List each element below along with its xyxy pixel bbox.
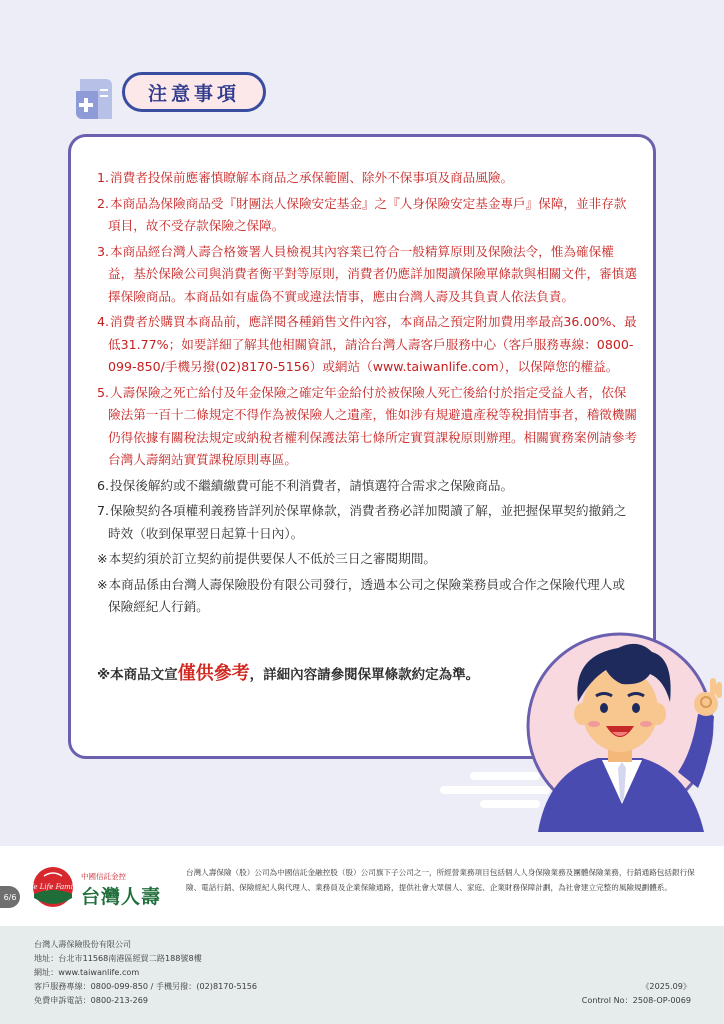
notice-item-3 xyxy=(97,241,637,309)
contact-footer xyxy=(0,926,724,1024)
final-notice-suffix: ，詳細內容請參閱保單條款約定為準。 xyxy=(249,667,480,683)
document-meta xyxy=(582,979,691,1007)
logo-emblem-text: We Life Family xyxy=(26,883,80,891)
notice-number: 5. xyxy=(97,384,110,400)
notice-text: 投保後解約或不繼續繳費可能不利消費者，請慎選符合需求之保險商品。 xyxy=(110,477,514,493)
notice-item-8 xyxy=(97,548,637,571)
notice-text: 本商品係由台灣人壽保險股份有限公司發行，透過本公司之保險業務員或合作之保險代理人或保險經紀人行銷。 xyxy=(108,576,625,614)
page-title: 注意事項 xyxy=(147,82,240,105)
document-date: 《2025.09》 xyxy=(641,981,691,991)
notice-number: 1. xyxy=(97,170,110,185)
control-number: Control No：2508-OP-0069 xyxy=(581,995,691,1005)
notice-item-5 xyxy=(97,382,637,472)
contact-info xyxy=(34,937,257,1007)
notice-number: 2. xyxy=(97,195,110,211)
notice-number: 7. xyxy=(97,503,110,518)
logo-name: 台灣人壽 xyxy=(81,886,162,908)
notice-number: 6. xyxy=(97,477,110,493)
company-logo xyxy=(26,866,172,908)
notice-text: 保險契約各項權利義務皆詳列於保單條款，消費者務必詳加閱讀了解，並把握保單契約撤銷之時效（收到保單翌日起算十日內）。 xyxy=(108,503,627,541)
document-plus-icon xyxy=(72,75,120,123)
company-name: 台灣人壽保險股份有限公司 xyxy=(34,939,132,949)
final-notice-prefix: ※本商品文宣 xyxy=(97,667,178,683)
logo-emblem-icon xyxy=(26,866,80,908)
title-pill xyxy=(122,72,266,112)
logo-subtitle: 中國信託金控 xyxy=(81,872,126,881)
company-description: 台灣人壽保險（股）公司為中國信託金融控股（股）公司旗下子公司之一，所經營業務項目包括個人人身保險業務及團體保險業務，行銷通路包括銀行保險、電話行銷、保險經紀人與代理人、業務員及企業保險通路，提供社會大眾個人、家庭、企業財務保障計劃，為社會建立完整的風險規劃體系。 xyxy=(186,868,695,892)
notice-item-6 xyxy=(97,475,637,498)
notice-item-9 xyxy=(97,574,637,619)
notice-text: 本商品為保險商品受『財團法人保險安定基金』之『人身保險安定基金專戶』保障，並非存款項目，故不受存款保險之保障。 xyxy=(108,195,627,233)
notice-number: 4. xyxy=(97,314,110,329)
mascot-illustration xyxy=(528,622,724,832)
notice-list xyxy=(97,167,637,622)
company-address: 地址：台北市11568南港區經貿二路188號8樓 xyxy=(34,953,202,963)
section-title-badge xyxy=(72,63,272,123)
company-website: 網址：www.taiwanlife.com xyxy=(34,967,140,977)
notice-item-4 xyxy=(97,311,637,379)
complaint-hotline: 免費申訴電話：0800-213-269 xyxy=(34,995,148,1005)
notice-text: 消費者於購買本商品前，應詳閱各種銷售文件內容，本商品之預定附加費用率最高36.00%、最低31.77%；如要詳細了解其他相關資訊，請洽台灣人壽客戶服務中心（客戶服務專線：0800-099-850/手機另撥(02)8170-5156）或網站（www.taiwanlife.com），以保障您的權益。 xyxy=(108,314,637,374)
notice-text: 消費者投保前應審慎瞭解本商品之承保範圍、除外不保事項及商品風險。 xyxy=(110,170,514,185)
final-notice-highlight: 僅供參考 xyxy=(177,663,250,684)
notice-item-1 xyxy=(97,167,637,190)
reference-only-notice xyxy=(97,659,479,685)
notice-number: ※ xyxy=(97,576,108,592)
notice-text: 本契約須於訂立契約前提供要保人不低於三日之審閱期間。 xyxy=(108,551,436,566)
notice-item-7 xyxy=(97,500,637,545)
notice-number: ※ xyxy=(97,551,108,566)
notice-number: 3. xyxy=(97,243,110,259)
notice-text: 人壽保險之死亡給付及年金保險之確定年金給付於被保險人死亡後給付於指定受益人者，依保險法第一百十二條規定不得作為被保險人之遺產，惟如涉有規避遺產稅等稅捐情事者，稽徵機關仍得依據有關稅法規定或納稅者權利保護法第七條所定實質課稅原則辦理。相關實務案例請參考台灣人壽網站實質課稅原則專區。 xyxy=(108,384,637,467)
service-hotline: 客戶服務專線：0800-099-850 / 手機另撥：(02)8170-5156 xyxy=(34,981,258,991)
page-number: 6/6 xyxy=(0,886,20,908)
notice-text: 本商品經台灣人壽合格簽署人員檢視其內容業已符合一般精算原則及保險法令，惟為確保權益，基於保險公司與消費者衡平對等原則，消費者仍應詳加閱讀保險單條款與相關文件，審慎選擇保險商品。本商品如有虛偽不實或違法情事，應由台灣人壽及其負責人依法負責。 xyxy=(108,243,637,304)
notice-item-2 xyxy=(97,193,637,238)
